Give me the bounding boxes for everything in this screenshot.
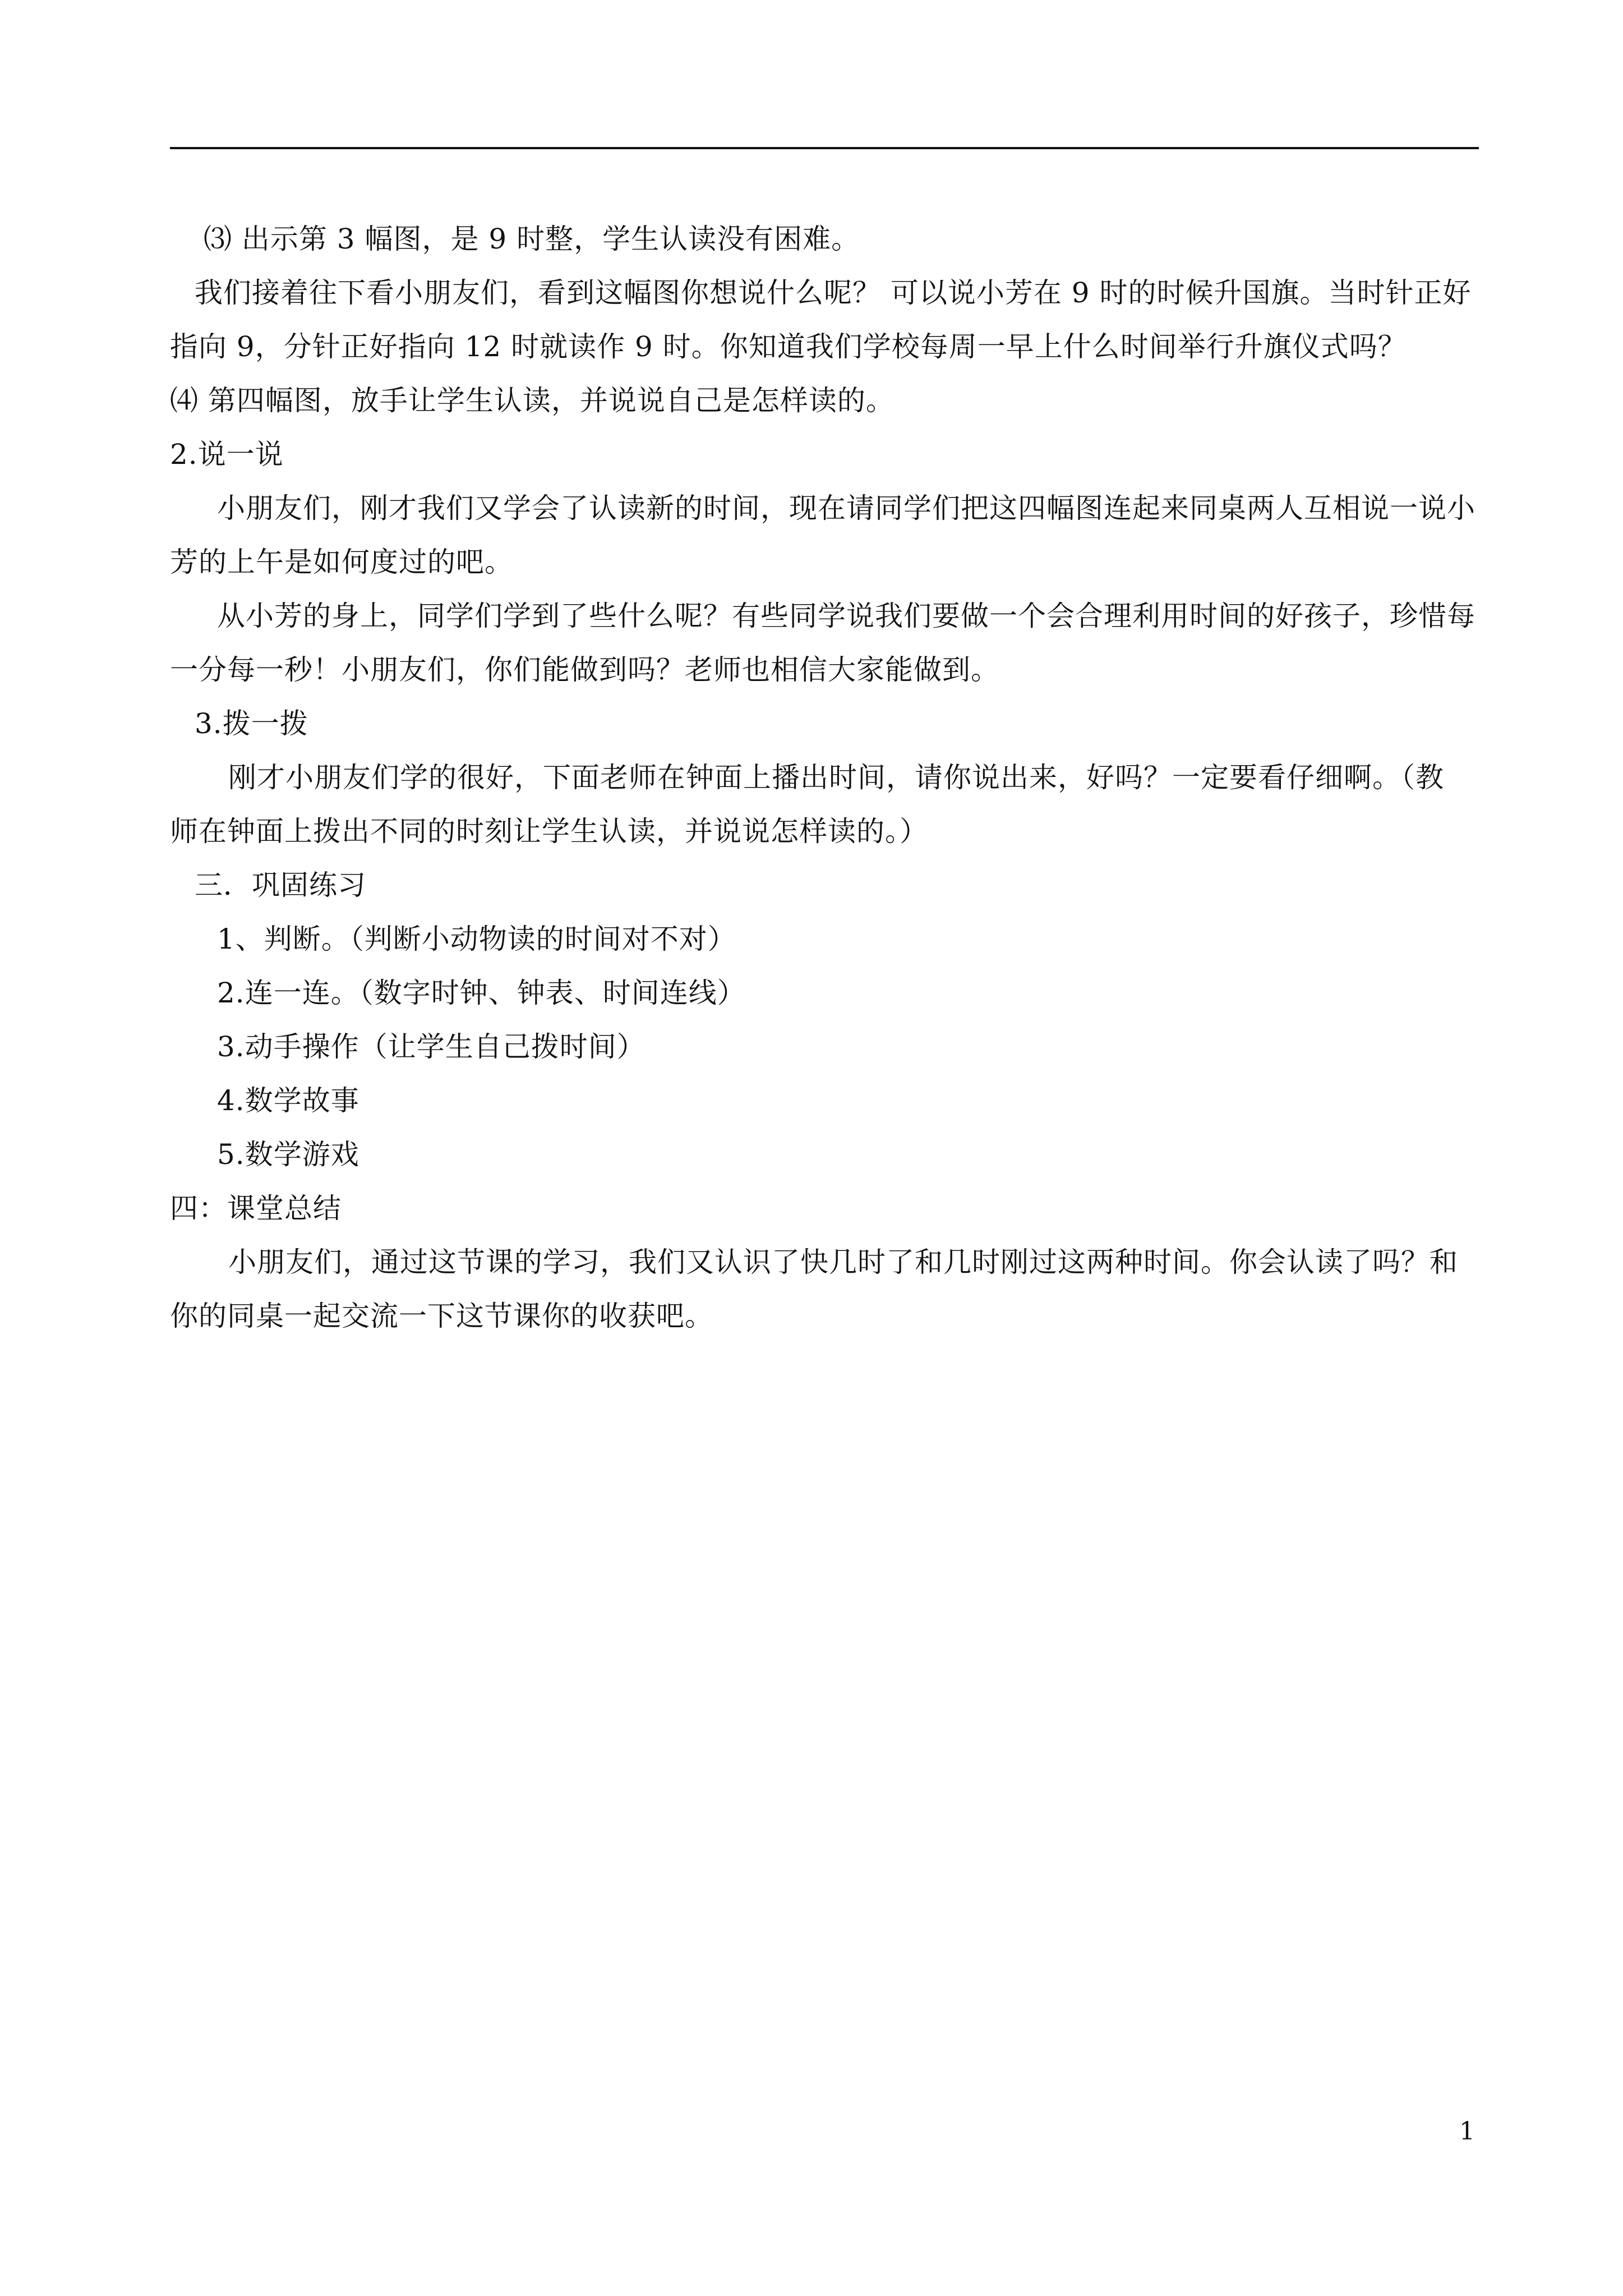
text-line: 师在钟面上拨出不同的时刻让学生认读，并说说怎样读的。） xyxy=(170,815,928,848)
section-heading: 三．巩固练习 xyxy=(195,869,366,901)
list-item: 3.动手操作（让学生自己拨时间） xyxy=(217,1030,645,1063)
text-line: ⑶ 出示第 3 幅图，是 9 时整，学生认读没有困难。 xyxy=(204,223,860,255)
list-item: 2.连一连。（数字时钟、钟表、时间连线） xyxy=(217,977,746,1009)
text-line: 芳的上午是如何度过的吧。 xyxy=(170,546,513,578)
text-line: 一分每一秒！小朋友们，你们能做到吗？老师也相信大家能做到。 xyxy=(170,654,999,686)
text-line: 你的同桌一起交流一下这节课你的收获吧。 xyxy=(170,1300,713,1332)
header-rule xyxy=(170,147,1479,149)
section-heading: 3.拨一拨 xyxy=(195,707,308,740)
text-line: 小朋友们，通过这节课的学习，我们又认识了快几时了和几时刚过这两种时间。你会认读了吗？和 xyxy=(228,1246,1458,1278)
text-line: 从小芳的身上，同学们学到了些什么呢？有些同学说我们要做一个会合理利用时间的好孩子，珍惜每 xyxy=(217,600,1476,632)
text-line: ⑷ 第四幅图，放手让学生认读，并说说自己是怎样读的。 xyxy=(170,384,895,417)
section-heading: 2.说一说 xyxy=(170,438,284,471)
list-item: 5.数学游戏 xyxy=(217,1138,359,1171)
list-item: 1、判断。（判断小动物读的时间对不对） xyxy=(217,923,736,955)
section-heading: 四：课堂总结 xyxy=(170,1192,342,1225)
text-line: 小朋友们，刚才我们又学会了认读新的时间，现在请同学们把这四幅图连起来同桌两人互相说一说小 xyxy=(217,492,1476,524)
text-line: 指向 9，分针正好指向 12 时就读作 9 时。你知道我们学校每周一早上什么时间举行升旗仪式吗？ xyxy=(170,330,1407,363)
text-line: 我们接着往下看小朋友们，看到这幅图你想说什么呢？ 可以说小芳在 9 时的时候升国旗。当时针正好 xyxy=(195,277,1472,309)
page-number: 1 xyxy=(1459,2117,1475,2146)
list-item: 4.数学故事 xyxy=(217,1084,359,1117)
document-body xyxy=(170,212,1479,1343)
text-line: 刚才小朋友们学的很好，下面老师在钟面上播出时间，请你说出来，好吗？一定要看仔细啊。（教 xyxy=(228,761,1444,794)
